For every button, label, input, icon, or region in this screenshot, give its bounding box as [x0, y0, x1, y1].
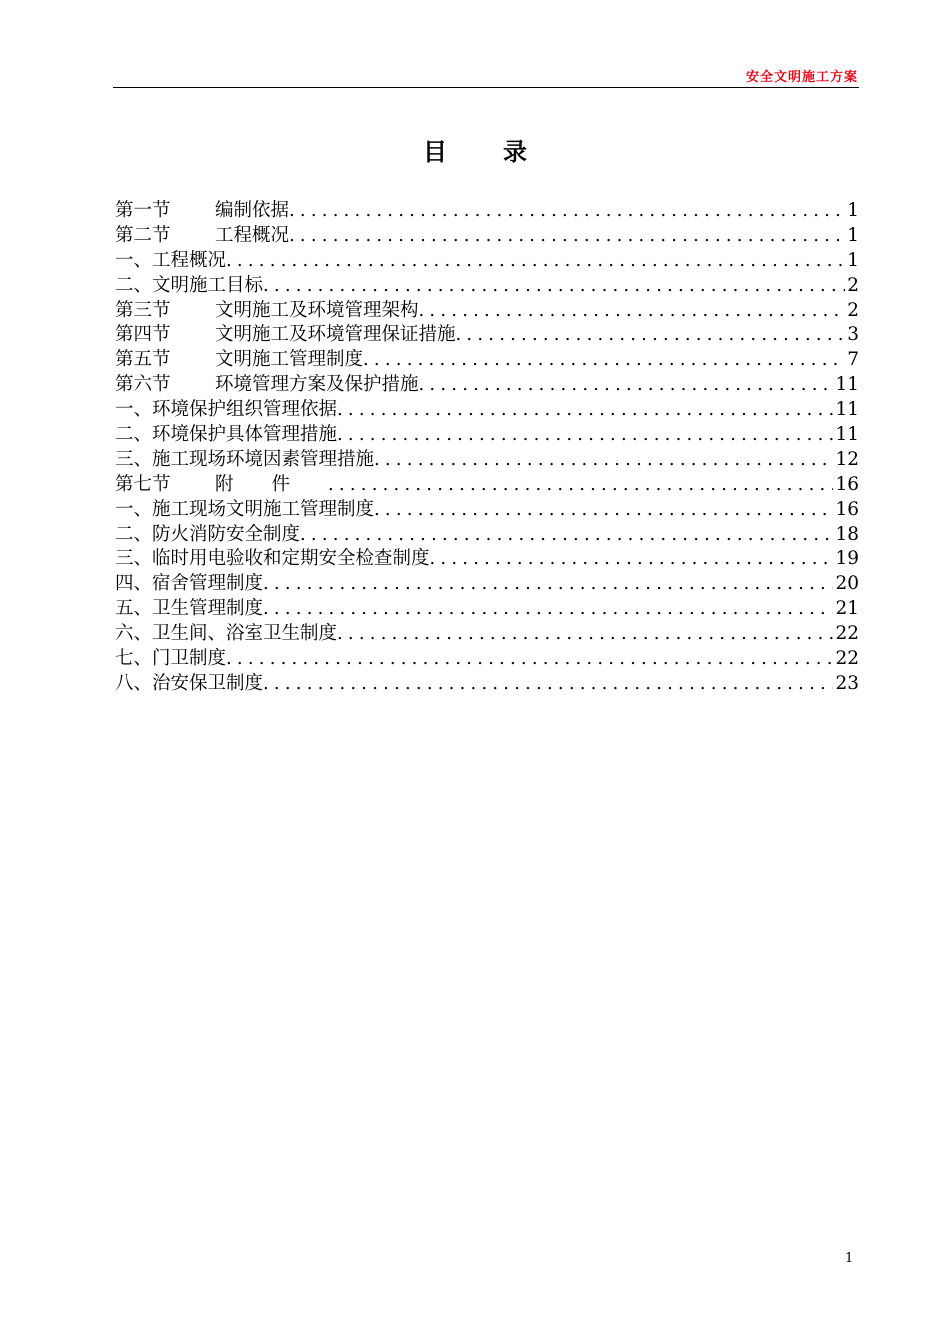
toc-dot-leader	[374, 498, 833, 523]
toc-entry-section: 第六节	[115, 374, 171, 396]
toc-entry-title: 二、环境保护具体管理措施	[115, 424, 338, 446]
toc-entry-title: 编制依据	[215, 200, 290, 221]
page-number: 1	[845, 1251, 854, 1266]
toc-dot-leader	[363, 348, 845, 373]
toc-entry[interactable]	[115, 448, 859, 473]
toc-entry[interactable]	[115, 224, 859, 249]
toc-title-left: 目	[423, 138, 447, 166]
toc-entry-page: 3	[847, 324, 859, 346]
header-divider	[113, 87, 859, 88]
toc-dot-leader	[456, 323, 846, 348]
toc-entry-page: 1	[847, 249, 859, 271]
toc-dot-leader	[337, 622, 833, 647]
toc-entry-title: 附件	[215, 473, 329, 495]
table-of-contents	[115, 199, 859, 697]
toc-dot-leader	[419, 299, 846, 324]
running-header: 安全文明施工方案	[745, 70, 858, 85]
toc-entry[interactable]	[115, 572, 859, 597]
toc-entry[interactable]	[115, 423, 859, 448]
toc-entry-title: 三、临时用电验收和定期安全检查制度	[115, 548, 430, 570]
toc-entry-section: 第七节	[115, 473, 171, 495]
toc-entry-title: 七、门卫制度	[115, 648, 227, 670]
toc-entry-title: 六、卫生间、浴室卫生制度	[115, 623, 338, 645]
toc-entry-title: 工程概况	[215, 224, 290, 246]
toc-entry-title: 三、施工现场环境因素管理措施	[115, 448, 375, 470]
toc-entry[interactable]	[115, 299, 859, 324]
toc-entry[interactable]	[115, 523, 859, 548]
toc-entry-page: 11	[835, 399, 859, 421]
toc-entry[interactable]	[115, 622, 859, 647]
toc-dot-leader	[226, 647, 833, 672]
toc-entry[interactable]	[115, 647, 859, 672]
toc-dot-leader	[263, 597, 833, 622]
toc-entry-title: 文明施工及环境管理保证措施	[215, 324, 456, 346]
toc-entry-page: 1	[847, 200, 859, 221]
toc-dot-leader	[337, 398, 833, 423]
toc-dot-leader	[263, 672, 833, 697]
toc-entry-page: 16	[835, 473, 859, 495]
toc-entry-title: 一、环境保护组织管理依据	[115, 399, 338, 421]
toc-title	[0, 132, 950, 167]
toc-entry[interactable]	[115, 249, 859, 274]
toc-entry[interactable]	[115, 498, 859, 523]
toc-entry-section: 第四节	[115, 324, 171, 346]
toc-entry-page: 20	[835, 573, 859, 595]
toc-dot-leader	[337, 423, 833, 448]
toc-entry-title: 文明施工及环境管理架构	[215, 299, 419, 321]
toc-entry-section: 第一节	[115, 200, 171, 221]
toc-entry[interactable]	[115, 398, 859, 423]
toc-entry[interactable]	[115, 323, 859, 348]
toc-entry-title: 五、卫生管理制度	[115, 598, 264, 620]
toc-dot-leader	[263, 274, 845, 299]
toc-entry[interactable]	[115, 348, 859, 373]
toc-dot-leader	[419, 373, 834, 398]
toc-entry-title: 八、治安保卫制度	[115, 672, 264, 694]
toc-dot-leader	[289, 224, 845, 249]
toc-entry-title: 四、宿舍管理制度	[115, 573, 264, 595]
toc-entry-title: 文明施工管理制度	[215, 349, 364, 371]
toc-entry-page: 22	[835, 623, 859, 645]
toc-entry[interactable]	[115, 672, 859, 697]
toc-dot-leader	[226, 249, 845, 274]
toc-dot-leader	[263, 572, 833, 597]
toc-entry[interactable]	[115, 547, 859, 572]
toc-entry-section: 第三节	[115, 299, 171, 321]
toc-entry-page: 22	[835, 648, 859, 670]
toc-entry-section: 第二节	[115, 224, 171, 246]
toc-entry-page: 18	[835, 523, 859, 545]
toc-entry-title: 环境管理方案及保护措施	[215, 374, 419, 396]
toc-dot-leader	[300, 523, 833, 548]
toc-dot-leader	[374, 448, 833, 473]
toc-entry-title: 一、工程概况	[115, 249, 227, 271]
toc-title-right: 录	[503, 138, 527, 166]
toc-entry-page: 23	[835, 672, 859, 694]
toc-entry-page: 2	[847, 299, 859, 321]
toc-entry-page: 1	[847, 224, 859, 246]
toc-entry[interactable]	[115, 597, 859, 622]
toc-entry-page: 12	[835, 448, 859, 470]
toc-entry-page: 2	[847, 274, 859, 296]
toc-entry-page: 16	[835, 498, 859, 520]
toc-entry-page: 19	[835, 548, 859, 570]
toc-dot-leader	[430, 547, 834, 572]
toc-entry[interactable]	[115, 274, 859, 299]
toc-dot-leader	[328, 473, 833, 498]
toc-entry-page: 7	[847, 349, 859, 371]
toc-entry[interactable]	[115, 373, 859, 398]
toc-entry[interactable]	[115, 473, 859, 498]
toc-entry-page: 11	[835, 374, 859, 396]
toc-entry-page: 11	[835, 424, 859, 446]
toc-entry-page: 21	[835, 598, 859, 620]
toc-entry-section: 第五节	[115, 349, 171, 371]
toc-entry-title: 二、防火消防安全制度	[115, 523, 301, 545]
toc-entry-title: 二、文明施工目标	[115, 274, 264, 296]
toc-dot-leader	[289, 199, 845, 224]
toc-entry-title: 一、施工现场文明施工管理制度	[115, 498, 375, 520]
toc-entry[interactable]	[115, 199, 859, 224]
